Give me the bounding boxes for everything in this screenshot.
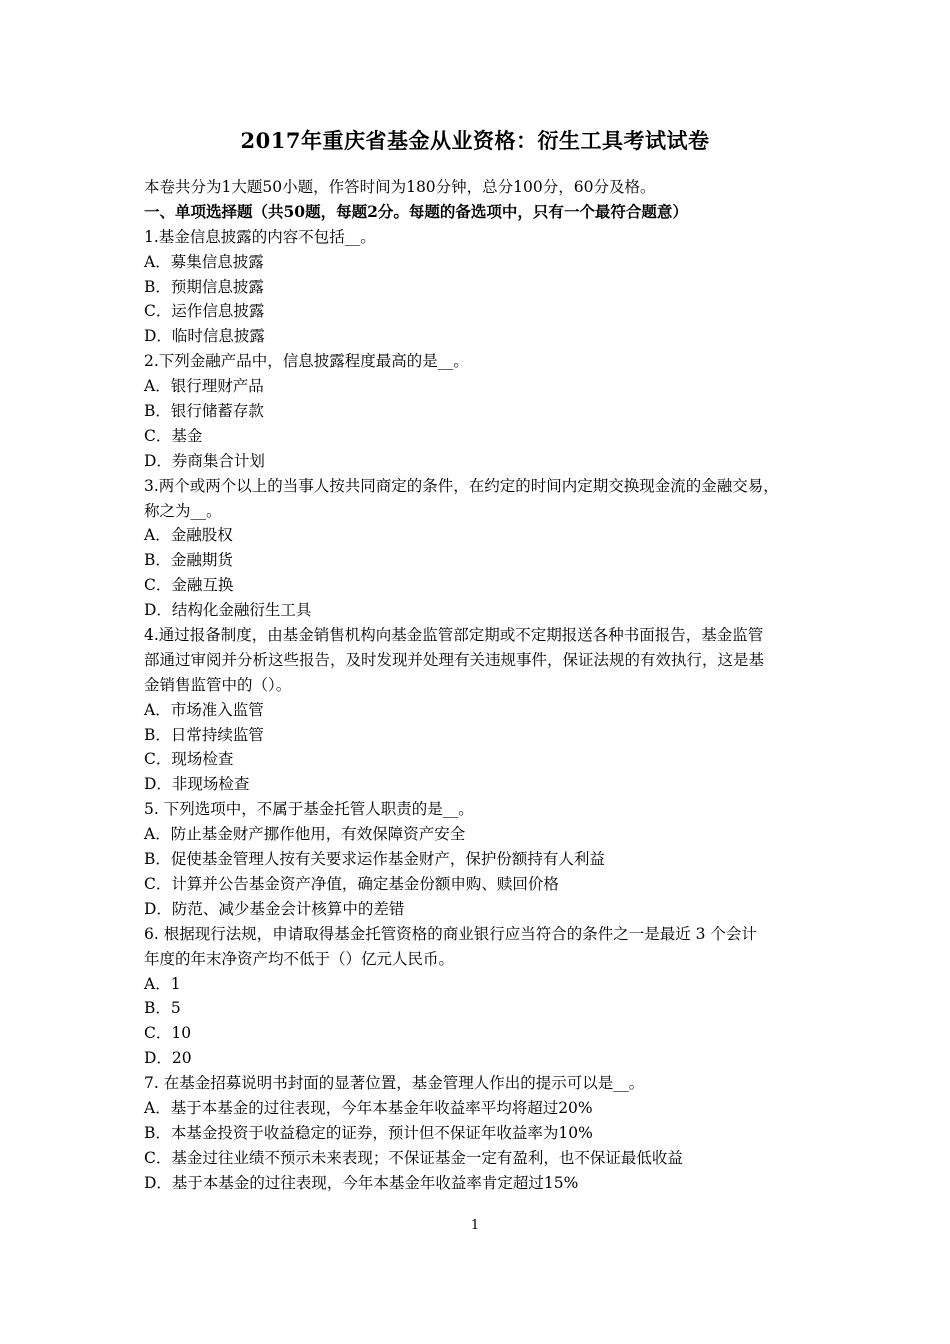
question-stem-line: 4.通过报备制度，由基金销售机构向基金监管部定期或不定期报送各种书面报告，基金监管 — [144, 626, 764, 645]
option-b: B．日常持续监管 — [144, 725, 264, 744]
question-stem-line: 称之为__。 — [144, 501, 222, 520]
document-body — [144, 175, 824, 1196]
option-b: B．本基金投资于收益稳定的证券，预计但不保证年收益率为10% — [144, 1123, 593, 1142]
section-heading: 一、单项选择题（共50题，每题2分。每题的备选项中，只有一个最符合题意） — [144, 201, 688, 221]
option-a: A．金融股权 — [144, 526, 233, 545]
question-stem-line: 5. 下列选项中，不属于基金托管人职责的是__。 — [144, 800, 474, 819]
option-a: A．基于本基金的过往表现，今年本基金年收益率平均将超过20% — [144, 1098, 593, 1117]
option-c: C．计算并公告基金资产净值，确定基金份额申购、赎回价格 — [144, 874, 559, 893]
question-7 — [144, 1071, 824, 1195]
document-title: 2017年重庆省基金从业资格：衍生工具考试试卷 — [240, 128, 710, 153]
page-number: 1 — [470, 1218, 480, 1233]
question-1 — [144, 225, 824, 349]
option-d: D．基于本基金的过往表现，今年本基金年收益率肯定超过15% — [144, 1173, 579, 1192]
question-stem-line: 年度的年末净资产均不低于（）亿元人民币。 — [144, 949, 455, 968]
option-a: A．募集信息披露 — [144, 252, 264, 271]
question-3 — [144, 474, 824, 623]
question-stem-line: 1.基金信息披露的内容不包括__。 — [144, 227, 376, 246]
option-c: C．基金 — [144, 426, 203, 445]
option-c: C．基金过往业绩不预示未来表现；不保证基金一定有盈利，也不保证最低收益 — [144, 1148, 683, 1167]
question-stem-line: 6. 根据现行法规，申请取得基金托管资格的商业银行应当符合的条件之一是最近 3 个会计 — [144, 924, 757, 943]
option-c: C．金融互换 — [144, 576, 234, 595]
option-c: C．10 — [144, 1024, 192, 1043]
question-stem-line: 3.两个或两个以上的当事人按共同商定的条件，在约定的时间内定期交换现金流的金融交易， — [144, 476, 779, 495]
question-4 — [144, 623, 824, 797]
question-stem-line: 2.下列金融产品中，信息披露程度最高的是__。 — [144, 352, 469, 371]
option-b: B．5 — [144, 999, 181, 1018]
option-d: D．防范、减少基金会计核算中的差错 — [144, 899, 405, 918]
option-d: D．结构化金融衍生工具 — [144, 601, 312, 620]
option-b: B．金融期货 — [144, 551, 233, 570]
option-b: B．预期信息披露 — [144, 277, 264, 296]
option-d: D．券商集合计划 — [144, 451, 265, 470]
exam-intro: 本卷共分为1大题50小题，作答时间为180分钟，总分100分，60分及格。 — [144, 178, 656, 196]
question-stem-line: 金销售监管中的（）。 — [144, 675, 292, 694]
option-b: B．促使基金管理人按有关要求运作基金财产，保护份额持有人利益 — [144, 850, 605, 869]
option-d: D．20 — [144, 1049, 192, 1068]
option-a: A．1 — [144, 974, 181, 993]
option-c: C．现场检查 — [144, 750, 234, 769]
option-d: D．临时信息披露 — [144, 327, 265, 346]
question-5 — [144, 797, 824, 921]
option-c: C．运作信息披露 — [144, 302, 265, 321]
question-stem-line: 部通过审阅并分析这些报告，及时发现并处理有关违规事件，保证法规的有效执行，这是基 — [144, 650, 765, 669]
question-2 — [144, 349, 824, 473]
option-a: A．市场准入监管 — [144, 700, 264, 719]
question-stem-line: 7. 在基金招募说明书封面的显著位置，基金管理人作出的提示可以是__。 — [144, 1074, 645, 1093]
question-6 — [144, 922, 824, 1071]
option-a: A．防止基金财产挪作他用，有效保障资产安全 — [144, 825, 466, 844]
option-a: A．银行理财产品 — [144, 377, 264, 396]
option-b: B．银行储蓄存款 — [144, 402, 264, 421]
option-d: D．非现场检查 — [144, 775, 250, 794]
